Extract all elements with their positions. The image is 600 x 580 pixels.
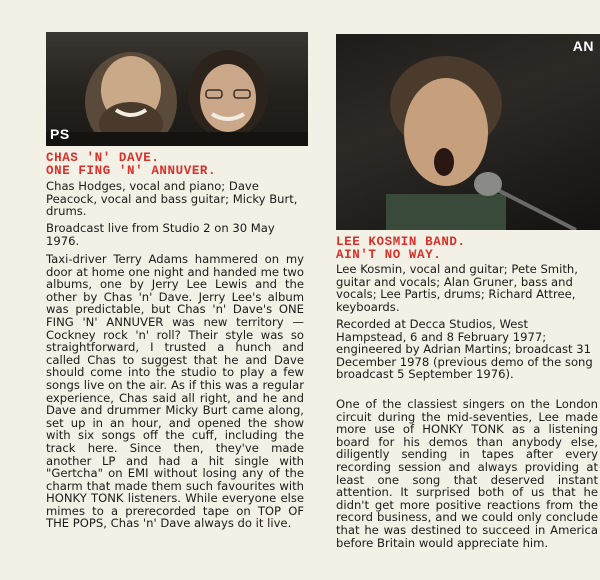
right-credits: Lee Kosmin, vocal and guitar; Pete Smith, guitar and vocals; Alan Gruner, bass and vocals; Lee Partis, drums; Richard Attree, keyboards. xyxy=(336,262,578,314)
chas-n-dave-photo-art xyxy=(46,32,308,146)
right-recorded: Recorded at Decca Studios, West Hampstead, 6 and 8 February 1977; engineered by Adrian Martins; broadcast 31 December 1978 (previous demo of the song broadcast 5 September 1976). xyxy=(336,317,593,382)
left-broadcast: Broadcast live from Studio 2 on 30 May 1976. xyxy=(46,221,275,248)
photo-credit-tag: PS xyxy=(50,126,70,142)
lee-kosmin-photo-art xyxy=(336,34,600,230)
left-title-line1: CHAS 'N' DAVE. xyxy=(46,151,160,165)
left-title xyxy=(46,152,308,178)
lee-kosmin-photo xyxy=(336,34,600,230)
left-review: Taxi-driver Terry Adams hammered on my door at home one night and handed me two albums, one by Jerry Lee Lewis and the other by Chas 'n' Dave. Jerry Lee's album was predictable, but Chas 'n' Dave's ONE FING 'N' ANNUVER was new territory — Cockney rock 'n' roll? Their style was so straightforward, I trusted a hunch and called Chas to suggest that he and Dave should come into the studio to play a few songs live on the air. As if this was a regular experience, Chas said all right, and he and Dave and drummer Micky Burt came along, set up in an hour, and opened the show with six songs off the cuff, including the track here. Since then, they've made another LP and had a hit single with "Gertcha" on EMI without losing any of the charm that made them such favourites with HONKY TONK listeners. While everyone else mimes to a prerecorded tape on TOP OF THE POPS, Chas 'n' Dave always do it live. xyxy=(46,252,304,531)
chas-n-dave-photo xyxy=(46,32,308,146)
right-review: One of the classiest singers on the London circuit during the mid-seventies, Lee made more use of HONKY TONK as a listening board for his demos than anybody else, diligently sending in tapes after every recording session and always providing at least one song that deserved instant attention. It surprised both of us that he didn't get more positive reactions from the record business, and we could only conclude that he was destined to succeed in America before Britain would appreciate him. xyxy=(336,397,598,550)
right-title xyxy=(336,236,600,262)
right-title-line2: AIN'T NO WAY. xyxy=(336,248,442,262)
left-credits: Chas Hodges, vocal and piano; Dave Peacock, vocal and bass guitar; Micky Burt, drums. xyxy=(46,179,298,219)
left-title-line2: ONE FING 'N' ANNUVER. xyxy=(46,164,217,178)
photo-credit-tag: AN xyxy=(572,38,594,54)
right-title-line1: LEE KOSMIN BAND. xyxy=(336,235,466,249)
